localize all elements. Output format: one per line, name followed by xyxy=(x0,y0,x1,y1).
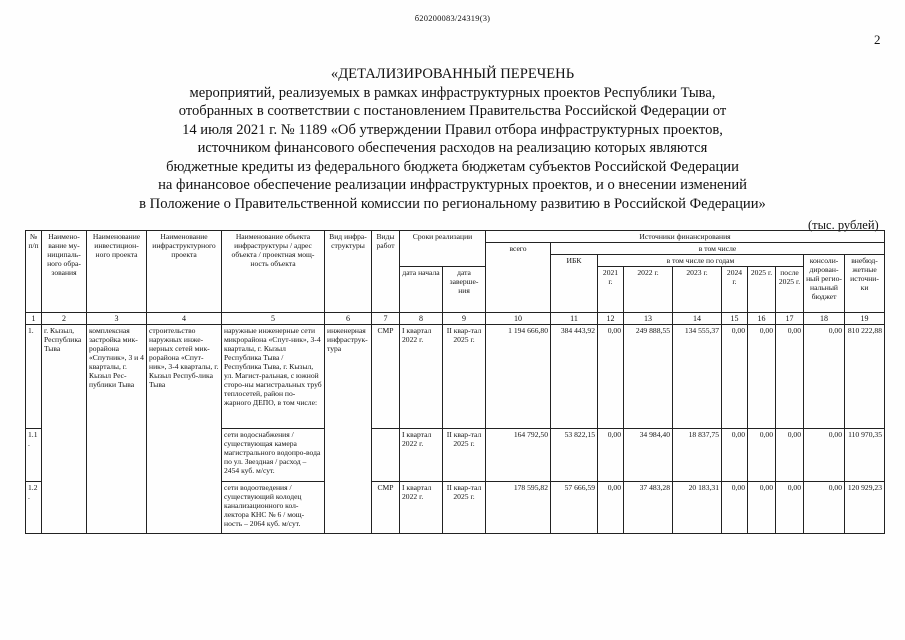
consolidated-cell: 0,00 xyxy=(804,429,845,482)
after2025-cell: 0,00 xyxy=(776,429,804,482)
y2025-cell: 0,00 xyxy=(748,325,776,429)
consolidated-cell: 0,00 xyxy=(804,325,845,429)
object-cell: сети водоснабжения / существующая камера магистрального водопро-вода по ул. Звездная / расход – 2454 куб. м/сут. xyxy=(222,429,325,482)
header-cell: внебюд-жетные источни-ки xyxy=(845,255,885,313)
y2022-cell: 249 888,55 xyxy=(624,325,673,429)
after2025-cell: 0,00 xyxy=(776,325,804,429)
column-number: 1 xyxy=(26,313,42,325)
extrabudget-cell: 110 970,35 xyxy=(845,429,885,482)
header-cell: Наимено-вание му-ниципаль-ного обра-зования xyxy=(42,231,87,313)
header-cell: Сроки реализации xyxy=(400,231,486,267)
heading-line: в Положение о Правительственной комиссии по региональному развитию в Российской Федерации» xyxy=(139,195,766,212)
y2024-cell: 0,00 xyxy=(722,429,748,482)
header-cell: Наименование инвестицион-ного проекта xyxy=(87,231,147,313)
end-date-cell: II квар-тал 2025 г. xyxy=(443,482,486,534)
heading-line: бюджетные кредиты из федерального бюджета бюджетам субъектов Российской Федерации xyxy=(166,158,739,175)
header-cell: 2022 г. xyxy=(624,267,673,313)
y2025-cell: 0,00 xyxy=(748,482,776,534)
heading-line: мероприятий, реализуемых в рамках инфраструктурных проектов Республики Тыва, xyxy=(189,84,716,101)
heading-line: источником финансового обеспечения расходов на реализацию которых являются xyxy=(197,140,708,156)
header-cell: 2025 г. xyxy=(748,267,776,313)
end-date-cell: II квар-тал 2025 г. xyxy=(443,325,486,429)
after2025-cell: 0,00 xyxy=(776,482,804,534)
y2021-cell: 0,00 xyxy=(598,429,624,482)
column-number: 16 xyxy=(748,313,776,325)
page-number: 2 xyxy=(874,32,881,47)
ibk-cell: 57 666,59 xyxy=(551,482,598,534)
consolidated-cell: 0,00 xyxy=(804,482,845,534)
row-number: 1.1. xyxy=(26,429,42,482)
header-cell: дата начала xyxy=(400,267,443,313)
works-cell: СМР xyxy=(372,482,400,534)
investment-project-cell: комплексная застройка мик-рорайона «Спутник», 3 и 4 кварталы, г. Кызыл Рес-публики Тыва xyxy=(87,325,147,534)
column-number: 19 xyxy=(845,313,885,325)
infra-type-cell: инженерная инфраструк-тура xyxy=(325,325,372,534)
extrabudget-cell: 120 929,23 xyxy=(845,482,885,534)
total-cell: 178 595,82 xyxy=(486,482,551,534)
column-number: 4 xyxy=(147,313,222,325)
column-number: 11 xyxy=(551,313,598,325)
header-cell: после 2025 г. xyxy=(776,267,804,313)
document-id: б20200083/24319(3) xyxy=(414,13,491,23)
column-number: 14 xyxy=(673,313,722,325)
object-cell: наружные инженерные сети микрорайона «Спут-ник», 3-4 кварталы, г. Кызыл Республика Тыва / Республика Тыва, г. Кызыл, ул. Магист-ральная, с южной сторо-ны магистральных труб теплосетей, район по-жарного ДЕПО, в том числе: xyxy=(222,325,325,429)
heading-line: «ДЕТАЛИЗИРОВАННЫЙ ПЕРЕЧЕНЬ xyxy=(330,66,575,82)
ibk-cell: 384 443,92 xyxy=(551,325,598,429)
table-row xyxy=(26,325,885,429)
heading-line: 14 июля 2021 г. № 1189 «Об утверждении Правил отбора инфраструктурных проектов, xyxy=(182,121,723,138)
header-cell: Наименование инфраструктурного проекта xyxy=(147,231,222,313)
y2022-cell: 37 483,28 xyxy=(624,482,673,534)
column-number: 8 xyxy=(400,313,443,325)
row-number: 1.2. xyxy=(26,482,42,534)
column-number: 9 xyxy=(443,313,486,325)
y2022-cell: 34 984,40 xyxy=(624,429,673,482)
y2023-cell: 134 555,37 xyxy=(673,325,722,429)
y2024-cell: 0,00 xyxy=(722,482,748,534)
header-cell: Виды работ xyxy=(372,231,400,313)
column-number: 3 xyxy=(87,313,147,325)
start-date-cell: I квартал 2022 г. xyxy=(400,482,443,534)
extrabudget-cell: 810 222,88 xyxy=(845,325,885,429)
y2023-cell: 18 837,75 xyxy=(673,429,722,482)
column-number: 17 xyxy=(776,313,804,325)
y2021-cell: 0,00 xyxy=(598,482,624,534)
header-cell: Источники финансирования xyxy=(486,231,885,243)
end-date-cell: II квар-тал 2025 г. xyxy=(443,429,486,482)
column-number: 5 xyxy=(222,313,325,325)
column-number: 18 xyxy=(804,313,845,325)
object-cell: сети водоотведения / существующий колодец канализационного кол-лектора КНС № 6 / мощ-ность – 2064 куб. м/сут. xyxy=(222,482,325,534)
header-cell: в том числе xyxy=(551,243,885,255)
column-number: 15 xyxy=(722,313,748,325)
column-number: 10 xyxy=(486,313,551,325)
column-number: 12 xyxy=(598,313,624,325)
header-cell: № п/п xyxy=(26,231,42,313)
table-header-row xyxy=(26,231,885,243)
heading-line: на финансовое обеспечение реализации инфраструктурных проектов, и о внесении изменений xyxy=(158,177,747,193)
header-cell: консоли-дирован-ный регио-нальный бюджет xyxy=(804,255,845,313)
header-cell: 2021 г. xyxy=(598,267,624,313)
column-number: 7 xyxy=(372,313,400,325)
infra-project-cell: строительство наружных инже-нерных сетей мик-рорайона «Спут-ник», 3-4 кварталы, г. Кызыл Респуб-лика Тыва xyxy=(147,325,222,534)
column-number: 2 xyxy=(42,313,87,325)
heading-line: отобранных в соответствии с постановлением Правительства Российской Федерации от xyxy=(178,103,727,119)
column-number: 13 xyxy=(624,313,673,325)
column-number: 6 xyxy=(325,313,372,325)
y2025-cell: 0,00 xyxy=(748,429,776,482)
municipality-cell: г. Кызыл, Республика Тыва xyxy=(42,325,87,534)
start-date-cell: I квартал 2022 г. xyxy=(400,429,443,482)
financing-table xyxy=(25,230,885,534)
header-cell: дата заверше-ния xyxy=(443,267,486,313)
ibk-cell: 53 822,15 xyxy=(551,429,598,482)
header-cell: в том числе по годам xyxy=(598,255,804,267)
start-date-cell: I квартал 2022 г. xyxy=(400,325,443,429)
unit-note: (тыс. рублей) xyxy=(808,218,879,232)
header-cell: всего xyxy=(486,243,551,313)
header-cell: 2024 г. xyxy=(722,267,748,313)
header-cell: Наименование объекта инфраструктуры / адрес объекта / проектная мощ-ность объекта xyxy=(222,231,325,313)
header-cell: Вид инфра-структуры xyxy=(325,231,372,313)
total-cell: 164 792,50 xyxy=(486,429,551,482)
row-number: 1. xyxy=(26,325,42,429)
total-cell: 1 194 666,80 xyxy=(486,325,551,429)
y2021-cell: 0,00 xyxy=(598,325,624,429)
header-cell: ИБК xyxy=(551,255,598,313)
works-cell: СМР xyxy=(372,325,400,429)
works-cell xyxy=(372,429,400,482)
document-heading xyxy=(60,65,845,213)
y2023-cell: 20 183,31 xyxy=(673,482,722,534)
y2024-cell: 0,00 xyxy=(722,325,748,429)
column-number-row xyxy=(26,313,885,325)
header-cell: 2023 г. xyxy=(673,267,722,313)
